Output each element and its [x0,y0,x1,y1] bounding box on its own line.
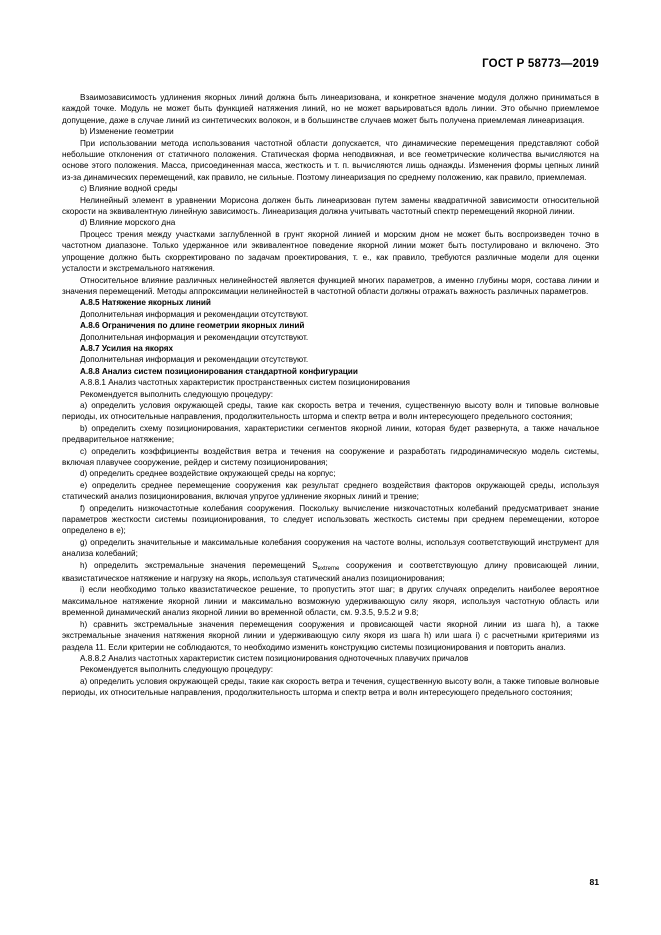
paragraph: Относительное влияние различных нелинейностей является функцией многих параметров, а именно глубины моря, состава линии и значения перемещений. Методы аппроксимации нелинейностей в частотной области должны отражать важность различных параметров. [62,275,599,296]
list-item: e) определить среднее перемещение сооружения как результат среднего воздействия факторов окружающей среды, используя статический анализ позиционирования, включая упругое удлинение якорных линий и трение; [62,480,599,502]
list-item: a) определить условия окружающей среды, такие как скорость ветра и течения, существенную высоту волн и типовые волновые периоды, их относительные направления, продолжительность шторма и спектр ветра и волн интересующего предельного состояния; [62,400,599,422]
paragraph: b) Изменение геометрии [80,127,174,137]
paragraph: c) Влияние водной среды [80,184,178,194]
subsection-heading-a882: А.8.8.2 Анализ частотных характеристик систем позиционирования одноточечных плавучих причалов [80,653,469,663]
list-item: f) определить низкочастотные колебания сооружения. Поскольку вычисление низкочастотных колебаний предусматривает знание параметров жесткости системы позиционирования, то следует использовать жесткость системы при среднем перемещении, которое определено в e); [62,503,599,536]
list-item: d) определить среднее воздействие окружающей среды на корпус; [80,469,336,479]
paragraph: Дополнительная информация и рекомендации отсутствуют. [80,355,309,365]
paragraph: При использовании метода использования частотной области допускается, что динамические перемещения представляют собой небольшие отклонения от статичного положения. Статическая форма неподвижная, и все геометрические количества вычисляются на основе этого положения. Масса, присоединенная масса, жесткость и т. п. вычисляются лишь однажды. Изменения формы цепных линий из-за динамических перемещений, как правило, не сильные. Поэтому линеаризация по среднему положению, как правило, приемлемая. [62,138,599,182]
paragraph: Рекомендуется выполнить следующую процедуру: [80,389,274,399]
subscript-extreme: extreme [317,565,340,572]
paragraph: Взаимозависимость удлинения якорных линий должна быть линеаризована, и конкретное значение модуля должно приниматься в каждой точке. Модуль не может быть функцией натяжения линий, но не может варьироваться вдоль линии. Это обычно приемлемое допущение, даже в случае линий из синтетических волокон, и в большинстве случаев может быть получена приемлемая линеаризация. [62,93,599,125]
list-item: a) определить условия окружающей среды, такие как скорость ветра и течения, существенную высоту волн, а также типовые волновые периоды, их относительные направления, продолжительность шторма и спектр ветра и волн интересующего предельного состояния; [62,676,599,698]
paragraph: d) Влияние морского дна [80,218,176,228]
list-item: i) если необходимо только квазистатическое решение, то пропустить этот шаг; в других случаях определить наиболее вероятное максимальное натяжение якорной линии и максимально возможную удерживающую силу якоря, используя частотную область или временной динамический анализ якорной линии во временной области, см. 9.3.5, 9.5.2 и 9.8; [62,585,599,618]
paragraph: Дополнительная информация и рекомендации отсутствуют. [80,309,309,319]
list-item-text-before-subscript: h) определить экстремальные значения перемещений S [80,560,318,570]
paragraph: Дополнительная информация и рекомендации отсутствуют. [80,332,309,342]
page-number: 81 [589,877,599,887]
section-heading-a87: А.8.7 Усилия на якорях [80,343,174,353]
list-item: b) определить схему позиционирования, характеристики сегментов якорной линии, которая будет развернута, а также начальное предварительное натяжение; [62,423,599,445]
paragraph: Процесс трения между участками заглубленной в грунт якорной линией и морским дном не может быть воспроизведен точно в частотном диапазоне. Только удержанное или эквивалентное поведение якорной линии может быть постулировано и включено. Это упрощение должно быть скорректировано по задачам проектирования, т. е., как правило, требуются различные модели для оценки усталости и экстремального натяжения. [62,229,599,274]
list-item-text-after-subscript: сооружения и соответствующую длину провисающей линии, квазистатическое натяжение и нагрузку на якорь, используя статический анализ позиционирования; [62,560,599,584]
page-header: ГОСТ Р 58773—2019 [482,58,599,70]
section-heading-a86: А.8.6 Ограничения по длине геометрии якорных линий [80,321,305,331]
list-item: h) сравнить экстремальные значения перемещения сооружения и провисающей части якорной линии из шага h), а также экстремальные значения натяжения якорной линии и удерживающую силу якоря из шага h) или шага i) с расчетными критериями из раздела 11. Если критерии не соблюдаются, то необходимо изменить конструкцию системы позиционирования и повторить анализ. [62,619,599,652]
list-item: c) определить коэффициенты воздействия ветра и течения на сооружение и разработать гидродинамическую модель системы, включая плавучее сооружение, рейдер и систему позиционирования; [62,446,599,467]
subsection-heading-a881: А.8.8.1 Анализ частотных характеристик пространственных систем позиционирования [80,378,410,388]
paragraph: Нелинейный элемент в уравнении Морисона должен быть линеаризован путем замены квадратичной зависимости относительной скорости на эквивалентную линейную зависимость. Линеаризация должна учитывать частотный спектр перемещений якорной линии. [62,195,599,217]
paragraph: Рекомендуется выполнить следующую процедуру: [80,665,274,675]
section-heading-a88: А.8.8 Анализ систем позиционирования стандартной конфигурации [80,366,358,376]
list-item: g) определить значительные и максимальные колебания сооружения на частоте волны, используя соответствующий инструмент для анализа колебаний; [62,537,599,559]
section-heading-a85: А.8.5 Натяжение якорных линий [80,298,211,308]
list-item-with-subscript [62,560,599,585]
document-body [62,92,599,699]
